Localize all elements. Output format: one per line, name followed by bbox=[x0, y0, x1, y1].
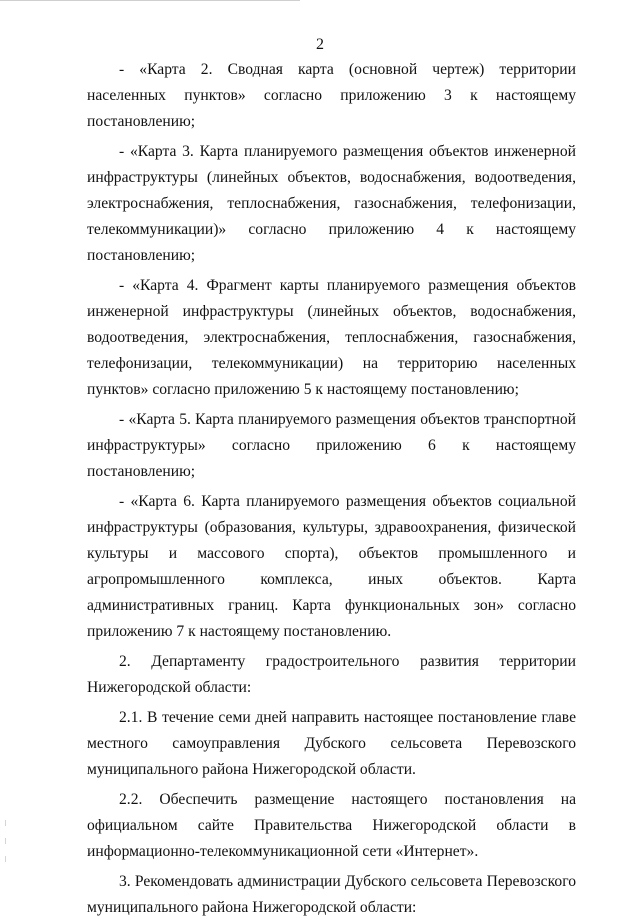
paragraph-item-2-2: 2.2. Обеспечить размещение настоящего постановления на официальном сайте Правительства Нижегородской области в информационно-телекоммуникационной сети «Интернет». bbox=[87, 791, 576, 860]
paragraph-map-5: - «Карта 5. Карта планируемого размещения объектов транспортной инфраструктуры» согласно приложению 6 к настоящему постановлению; bbox=[87, 411, 576, 480]
page-number: 2 bbox=[316, 36, 324, 53]
scan-margin-marks bbox=[5, 820, 8, 880]
paragraph-map-3: - «Карта 3. Карта планируемого размещения объектов инженерной инфраструктуры (линейных объектов, водоснабжения, водоотведения, электроснабжения, теплоснабжения, газоснабжения, телефонизации, телекоммуникации)» согласно приложению 4 к настоящему постановлению; bbox=[87, 143, 576, 264]
scan-mark bbox=[5, 838, 6, 844]
paragraph-item-2-1: 2.1. В течение семи дней направить настоящее постановление главе местного самоуправления Дубского сельсовета Перевозского муниципального района Нижегородской области. bbox=[87, 709, 576, 778]
paragraph-map-4: - «Карта 4. Фрагмент карты планируемого размещения объектов инженерной инфраструктуры (линейных объектов, водоснабжения, водоотведения, электроснабжения, теплоснабжения, газоснабжения, телефонизации, телекоммуникации) на территорию населенных пунктов» согласно приложению 5 к настоящему постановлению; bbox=[87, 277, 576, 398]
scan-mark bbox=[5, 820, 6, 826]
paragraph-item-2: 2. Департаменту градостроительного развития территории Нижегородской области: bbox=[87, 653, 576, 696]
paragraph-map-6: - «Карта 6. Карта планируемого размещения объектов социальной инфраструктуры (образования, культуры, здравоохранения, физической культуры и массового спорта), объектов промышленного и агропромышленного комплекса, иных объектов. Карта административных границ. Карта функциональных зон» согласно приложению 7 к настоящему постановлению. bbox=[87, 493, 576, 640]
document-body bbox=[87, 57, 576, 921]
paragraph-map-2: - «Карта 2. Сводная карта (основной чертеж) территории населенных пунктов» согласно приложению 3 к настоящему постановлению; bbox=[87, 61, 576, 130]
paragraph-item-3: 3. Рекомендовать администрации Дубского сельсовета Перевозского муниципального района Нижегородской области: bbox=[87, 873, 576, 916]
scan-mark bbox=[5, 856, 6, 862]
scan-top-edge bbox=[0, 0, 300, 1]
